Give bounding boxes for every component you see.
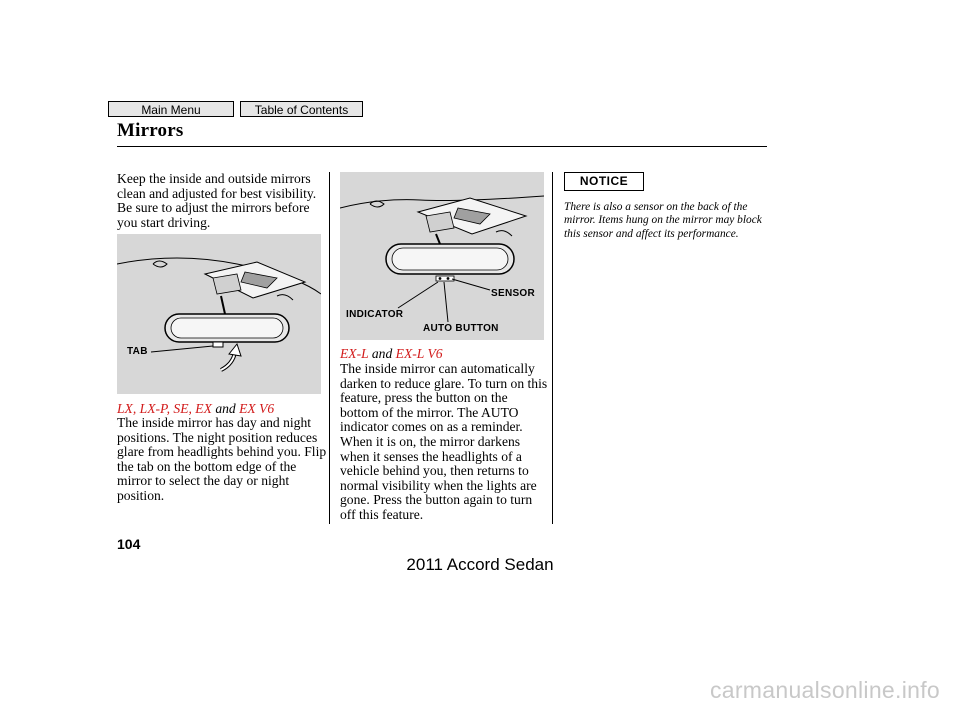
notice-label: NOTICE — [564, 172, 644, 191]
day-night-paragraph: The inside mirror has day and night positions. The night position reduces glare from headlights behind you. Flip the tab on the bottom edge of the mirror to select the day or night position. — [117, 415, 327, 503]
mirror-illustration — [117, 234, 321, 394]
title-divider — [117, 146, 767, 147]
indicator-callout: INDICATOR — [346, 309, 404, 320]
page-number: 104 — [117, 536, 141, 552]
notice-text: There is also a sensor on the back of the mirror. Items hung on the mirror may block this sensor and affect its performance. — [564, 201, 762, 240]
auto-dimming-mirror-figure — [340, 172, 544, 340]
intro-paragraph: Keep the inside and outside mirrors clean and adjusted for best visibility. Be sure to adjust the mirrors before you start driving. — [117, 171, 317, 230]
watermark-text: carmanualsonline.info — [709, 677, 940, 703]
model-list: LX, LX-P, SE, EX — [117, 401, 212, 416]
model-name: EX-L — [340, 346, 369, 361]
day-night-mirror-figure — [117, 234, 321, 394]
auto-button-callout: AUTO BUTTON — [423, 323, 499, 334]
main-menu-button[interactable]: Main Menu — [108, 101, 234, 117]
sensor-callout: SENSOR — [491, 288, 536, 299]
column-divider-1 — [329, 172, 330, 524]
right-model-line — [340, 347, 550, 361]
footer-model-name: 2011 Accord Sedan — [406, 555, 554, 574]
section-title: Mirrors — [117, 120, 184, 141]
auto-dimming-paragraph: The inside mirror can automatically darken to reduce glare. To turn on this feature, press the button on the bottom of the mirror. The AUTO indicator comes on as a reminder. When it is on, the mirror darkens when it senses the headlights of a vehicle behind you, then returns to normal visibility when the lights are gone. Press the button again to turn off this feature. — [340, 361, 548, 522]
table-of-contents-button[interactable]: Table of Contents — [240, 101, 363, 117]
left-model-line — [117, 402, 337, 416]
model-name: EX V6 — [239, 401, 275, 416]
column-divider-2 — [552, 172, 553, 524]
model-name: EX-L V6 — [395, 346, 443, 361]
tab-callout: TAB — [127, 346, 148, 357]
model-conjunction: and — [215, 401, 236, 416]
model-conjunction: and — [371, 346, 393, 361]
